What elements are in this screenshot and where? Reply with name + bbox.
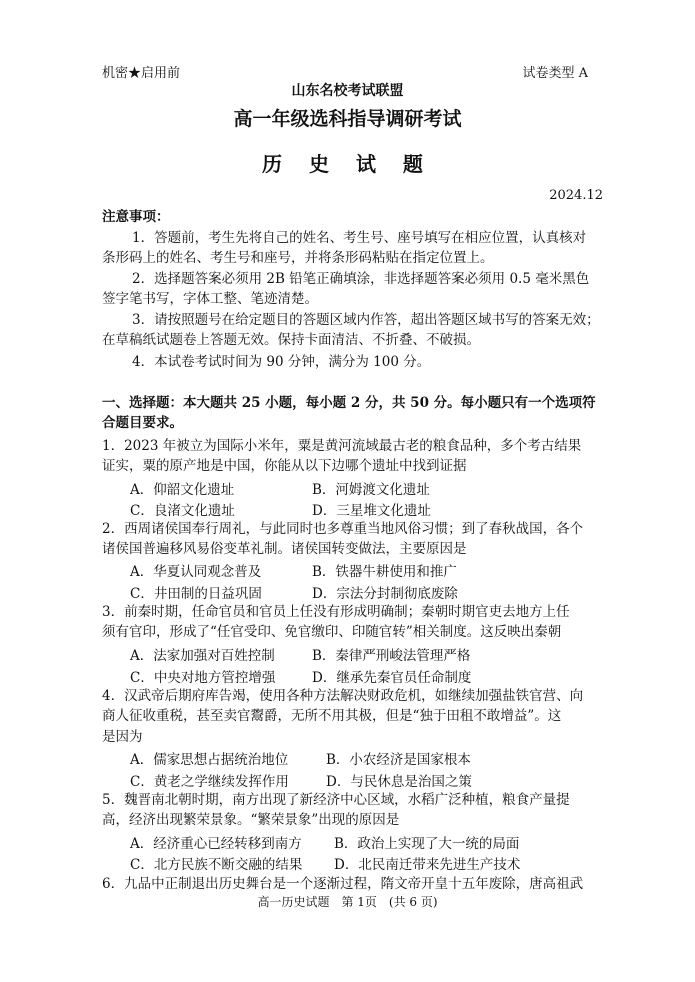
answer-option: C．北方民族不断交融的结果 xyxy=(130,857,303,873)
answer-option: B．铁器牛耕使用和推广 xyxy=(312,564,457,580)
answer-option: D．三星堆文化遗址 xyxy=(312,503,431,519)
paper-type-label: 试卷类型 A xyxy=(522,66,588,81)
answer-option: C．中央对地方管控增强 xyxy=(130,670,276,686)
answer-option: B．小农经济是国家根本 xyxy=(326,752,471,768)
notice-line: 在草稿纸试题卷上答题无效。保持卡面清洁、不折叠、不破损。 xyxy=(102,332,480,348)
notice-line: 2．选择题答案必须用 2B 铅笔正确填涂，非选择题答案必须用 0.5 毫米黑色 xyxy=(132,271,590,287)
answer-option: B．政治上实现了大一统的局面 xyxy=(334,836,520,852)
question-stem: 诸侯国普遍移风易俗变革礼制。诸侯国转变做法，主要原因是 xyxy=(102,541,467,557)
question-stem: 6．九品中正制退出历史舞台是一个逐渐过程，隋文帝开皇十五年废除，唐高祖武 xyxy=(102,876,584,892)
notice-line: 1．答题前，考生先将自己的姓名、考生号、座号填写在相应位置，认真核对 xyxy=(132,230,587,246)
answer-option: D．北民南迁带来先进生产技术 xyxy=(334,857,521,873)
page-footer: 高一历史试题 第 1页 (共 6 页) xyxy=(257,895,438,909)
question-stem: 商人征收重税，甚至卖官鬻爵，无所不用其极，但是“独于田租不敢增益”。这 xyxy=(102,708,562,724)
question-stem: 3．前秦时期，任命官员和官员上任没有形成明确制；秦朝时期官吏去地方上任 xyxy=(102,604,570,620)
question-stem: 5．魏晋南北朝时期，南方出现了新经济中心区域，水稻广泛种植，粮食产量提 xyxy=(102,792,570,808)
answer-option: A．儒家思想占据统治地位 xyxy=(130,752,289,768)
answer-option: C．良渚文化遗址 xyxy=(130,503,235,519)
answer-option: A．经济重心已经转移到南方 xyxy=(130,836,302,852)
confidential-label: 机密★启用前 xyxy=(102,66,181,81)
notice-line: 3．请按照题号在给定题目的答题区域内作答，超出答题区域书写的答案无效； xyxy=(132,312,600,328)
question-stem: 是因为 xyxy=(102,729,143,745)
question-stem: 4．汉武帝后期府库告竭，使用各种方法解决财政危机，如继续加强盐铁官营、向 xyxy=(102,688,584,704)
section-heading: 合题目要求。 xyxy=(102,415,183,431)
question-stem: 须有官印，形成了“任官受印、免官缴印、印随官转”相关制度。这反映出秦朝 xyxy=(102,624,562,640)
exam-title: 高一年级选科指导调研考试 xyxy=(233,108,462,130)
subject-title: 历 史 试 题 xyxy=(262,152,433,176)
exam-date: 2024.12 xyxy=(549,188,603,203)
answer-option: A．华夏认同观念普及 xyxy=(130,564,262,580)
question-stem: 证实，粟的原产地是中国，你能从以下边哪个遗址中找到证据 xyxy=(102,458,467,474)
question-stem: 1．2023 年被立为国际小米年，粟是黄河流域最古老的粮食品种，多个考古结果 xyxy=(102,438,582,454)
answer-option: A．仰韶文化遗址 xyxy=(130,482,235,498)
notice-heading: 注意事项： xyxy=(102,209,170,225)
question-stem: 高，经济出现繁荣景象。“繁荣景象”出现的原因是 xyxy=(102,812,400,828)
notice-line: 条形码上的姓名、考生号和座号，并将条形码粘贴在指定位置上。 xyxy=(102,250,494,266)
notice-line: 签字笔书写，字体工整、笔迹清楚。 xyxy=(102,291,318,307)
answer-option: D．与民休息是治国之策 xyxy=(326,774,472,790)
organization-title: 山东名校考试联盟 xyxy=(291,83,404,99)
question-stem: 2．西周诸侯国奉行周礼，与此同时也多尊重当地风俗习惯；到了春秋战国，各个 xyxy=(102,521,584,537)
answer-option: D．宗法分封制彻底废除 xyxy=(312,586,458,602)
answer-option: D．继承先秦官员任命制度 xyxy=(312,670,472,686)
answer-option: B．秦律严刑峻法管理严格 xyxy=(312,648,471,664)
answer-option: B．河姆渡文化遗址 xyxy=(312,482,430,498)
notice-line: 4．本试卷考试时间为 90 分钟，满分为 100 分。 xyxy=(132,354,431,370)
answer-option: A．法家加强对百姓控制 xyxy=(130,648,275,664)
answer-option: C．黄老之学继续发挥作用 xyxy=(130,774,289,790)
answer-option: C．井田制的日益巩固 xyxy=(130,586,262,602)
section-heading: 一、选择题：本大题共 25 小题，每小题 2 分，共 50 分。每小题只有一个选项符 xyxy=(102,395,596,411)
